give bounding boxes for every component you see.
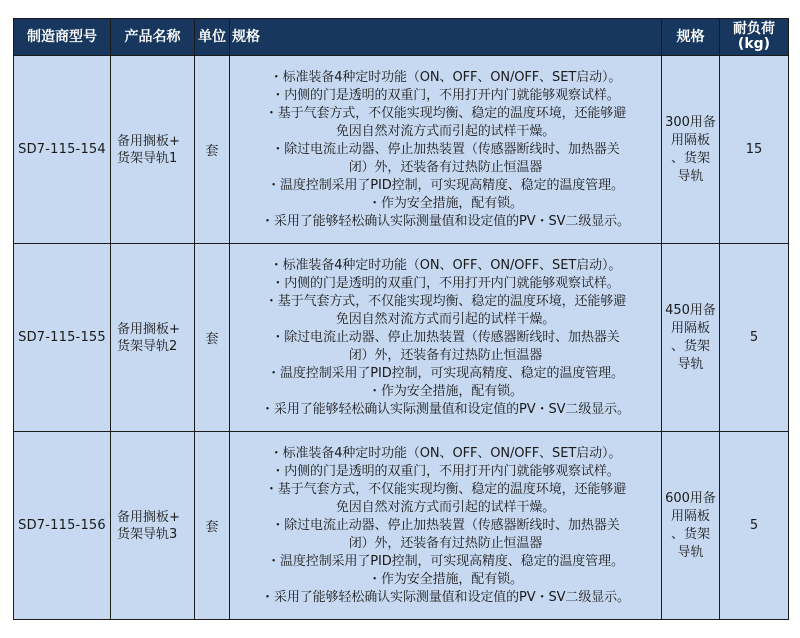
product-name-line2: 货架导轨1 bbox=[117, 150, 178, 166]
product-name-line1: 备用搁板+ bbox=[117, 509, 180, 525]
spec-line: ・内侧的门是透明的双重门，不用打开内门就能够观察试样。 bbox=[271, 463, 620, 479]
header-load-line1: 耐负荷 bbox=[733, 21, 775, 37]
size-line: 用隔板 bbox=[670, 508, 710, 524]
product-name-cell bbox=[111, 432, 195, 620]
size-line: 、货架 bbox=[670, 526, 710, 542]
model-cell: SD7-115-154 bbox=[14, 56, 111, 244]
spec-line: ・内侧的门是透明的双重门，不用打开内门就能够观察试样。 bbox=[271, 87, 620, 103]
spec-line: ・温度控制采用了PID控制，可实现高精度、稳定的温度管理。 bbox=[267, 177, 624, 193]
spec-line: ・标准装备4种定时功能（ON、OFF、ON/OFF、SET启动）。 bbox=[269, 445, 622, 461]
unit-cell: 套 bbox=[195, 56, 230, 244]
spec-line: 免因自然对流方式而引起的试样干燥。 bbox=[335, 123, 556, 139]
size-cell bbox=[662, 56, 720, 244]
spec-line: ・采用了能够轻松确认实际测量值和设定值的PV・SV二级显示。 bbox=[261, 401, 630, 417]
spec-line: ・温度控制采用了PID控制，可实现高精度、稳定的温度管理。 bbox=[267, 553, 624, 569]
spec-line: 免因自然对流方式而引起的试样干燥。 bbox=[335, 311, 556, 327]
size-line: 450用备 bbox=[665, 302, 716, 318]
spec-list-cell bbox=[230, 244, 662, 432]
table-row bbox=[14, 56, 789, 244]
load-cell: 5 bbox=[720, 432, 789, 620]
spec-line: ・作为安全措施，配有锁。 bbox=[368, 571, 523, 587]
spec-line: ・采用了能够轻松确认实际测量值和设定值的PV・SV二级显示。 bbox=[261, 213, 630, 229]
size-line: 600用备 bbox=[665, 490, 716, 506]
table-header-row bbox=[14, 19, 789, 56]
spec-line: ・除过电流止动器、停止加热装置（传感器断线时、加热器关 bbox=[271, 517, 620, 533]
header-name: 产品名称 bbox=[111, 19, 195, 56]
size-line: 用隔板 bbox=[670, 132, 710, 148]
spec-line: ・内侧的门是透明的双重门，不用打开内门就能够观察试样。 bbox=[271, 275, 620, 291]
spec-line: ・温度控制采用了PID控制，可实现高精度、稳定的温度管理。 bbox=[267, 365, 624, 381]
size-line: 导轨 bbox=[677, 544, 704, 560]
product-name-line2: 货架导轨3 bbox=[117, 526, 178, 542]
spec-line: ・基于气套方式，不仅能实现均衡、稳定的温度环境，还能够避 bbox=[264, 293, 627, 309]
product-name-line2: 货架导轨2 bbox=[117, 338, 178, 354]
header-size: 规格 bbox=[662, 19, 720, 56]
spec-line: ・除过电流止动器、停止加热装置（传感器断线时、加热器关 bbox=[271, 329, 620, 345]
spec-line: ・标准装备4种定时功能（ON、OFF、ON/OFF、SET启动）。 bbox=[269, 257, 622, 273]
spec-list-cell bbox=[230, 56, 662, 244]
table-row bbox=[14, 244, 789, 432]
spec-line: ・基于气套方式，不仅能实现均衡、稳定的温度环境，还能够避 bbox=[264, 105, 627, 121]
product-spec-table bbox=[13, 18, 789, 620]
product-name-line1: 备用搁板+ bbox=[117, 133, 180, 149]
size-line: 、货架 bbox=[670, 338, 710, 354]
size-cell bbox=[662, 432, 720, 620]
spec-line: ・作为安全措施，配有锁。 bbox=[368, 383, 523, 399]
load-cell: 5 bbox=[720, 244, 789, 432]
header-unit: 单位 bbox=[195, 19, 230, 56]
header-spec: 规格 bbox=[230, 19, 662, 56]
size-line: 、货架 bbox=[670, 150, 710, 166]
spec-line: ・标准装备4种定时功能（ON、OFF、ON/OFF、SET启动）。 bbox=[269, 69, 622, 85]
product-name-cell bbox=[111, 56, 195, 244]
spec-line: 免因自然对流方式而引起的试样干燥。 bbox=[335, 499, 556, 515]
header-load-line2: (kg) bbox=[737, 36, 771, 52]
size-line: 导轨 bbox=[677, 168, 704, 184]
spec-line: 闭）外，还装备有过热防止恒温器 bbox=[348, 347, 543, 363]
size-line: 300用备 bbox=[665, 114, 716, 130]
spec-line: ・采用了能够轻松确认实际测量值和设定值的PV・SV二级显示。 bbox=[261, 589, 630, 605]
product-name-cell bbox=[111, 244, 195, 432]
product-name-line1: 备用搁板+ bbox=[117, 321, 180, 337]
spec-line: ・基于气套方式，不仅能实现均衡、稳定的温度环境，还能够避 bbox=[264, 481, 627, 497]
size-line: 导轨 bbox=[677, 356, 704, 372]
spec-line: 闭）外，还装备有过热防止恒温器 bbox=[348, 159, 543, 175]
load-cell: 15 bbox=[720, 56, 789, 244]
spec-list-cell bbox=[230, 432, 662, 620]
size-line: 用隔板 bbox=[670, 320, 710, 336]
spec-line: 闭）外，还装备有过热防止恒温器 bbox=[348, 535, 543, 551]
header-load bbox=[720, 19, 789, 56]
model-cell: SD7-115-155 bbox=[14, 244, 111, 432]
unit-cell: 套 bbox=[195, 244, 230, 432]
spec-line: ・除过电流止动器、停止加热装置（传感器断线时、加热器关 bbox=[271, 141, 620, 157]
unit-cell: 套 bbox=[195, 432, 230, 620]
table-row bbox=[14, 432, 789, 620]
spec-line: ・作为安全措施，配有锁。 bbox=[368, 195, 523, 211]
header-model: 制造商型号 bbox=[14, 19, 111, 56]
model-cell: SD7-115-156 bbox=[14, 432, 111, 620]
size-cell bbox=[662, 244, 720, 432]
